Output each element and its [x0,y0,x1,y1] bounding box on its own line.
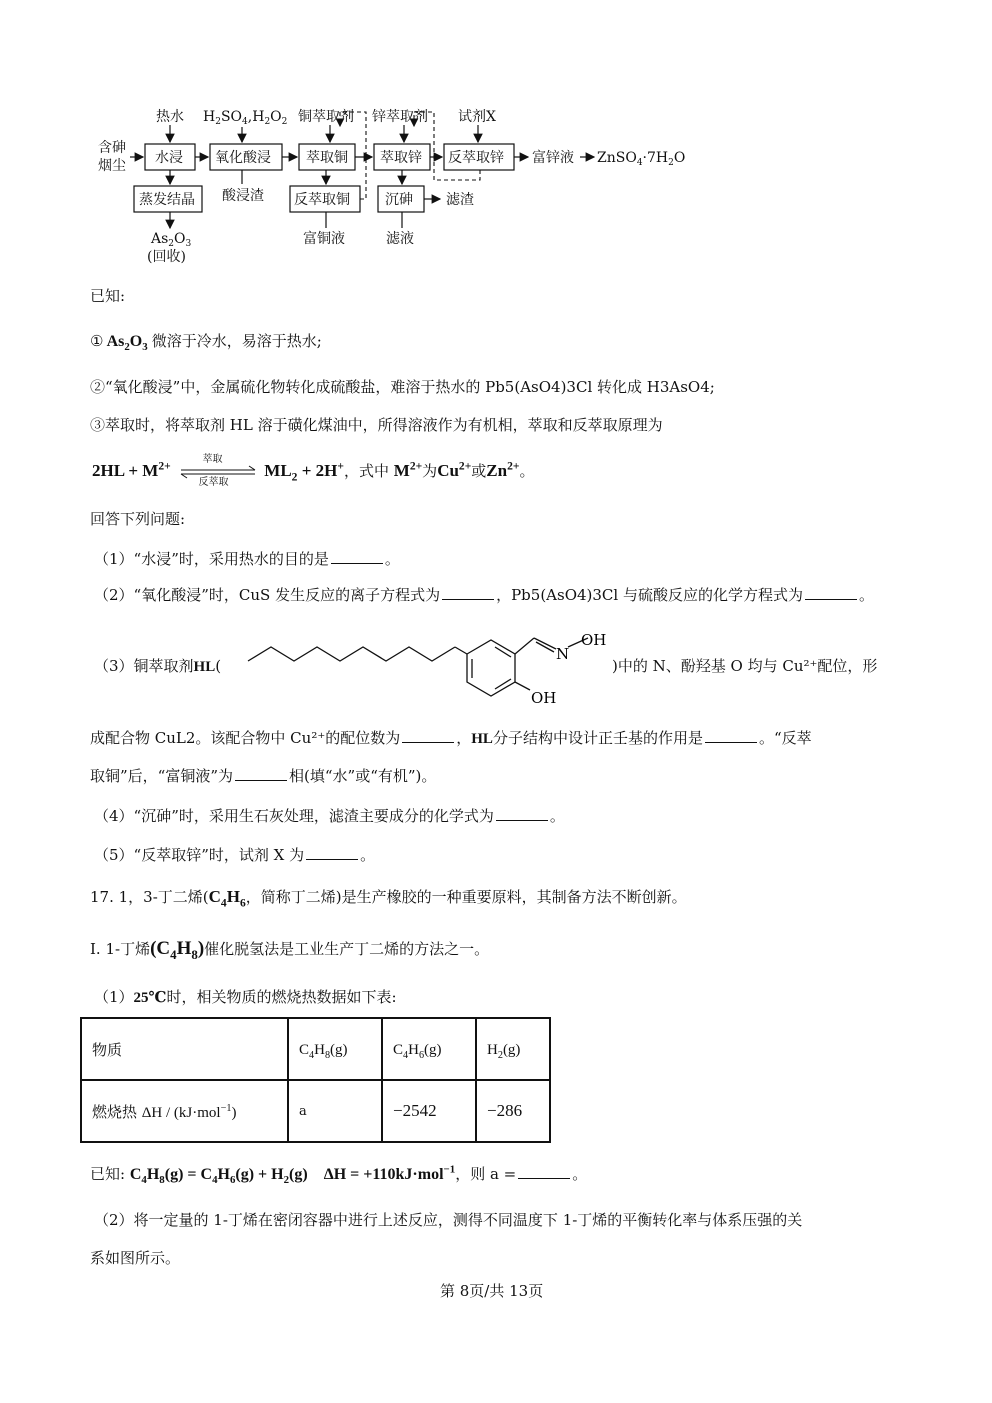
q17-intro: 17. 1，3-丁二烯($C_4H_6$，简称丁二烯)是生产橡胶的一种重要原料，其制备方法不断创新。 [90,887,687,910]
answer-blank[interactable] [705,728,757,743]
table-header: $H_2(g)$ [476,1018,550,1080]
hl-structure-diagram [240,625,620,710]
recover-label: (回收) [147,249,186,265]
page-footer: 第 8页/共 13页 [440,1282,544,1300]
acid-residue-label: 酸浸渣 [222,188,264,204]
combustion-heat-table [80,1017,551,1143]
input-label-1: 含砷 [98,140,126,156]
reagent-zn-extractant: 锌萃取剂 [372,109,428,125]
box-label-evaporate: 蒸发结晶 [139,192,195,208]
question-4: （4）“沉砷”时，采用生石灰处理，滤渣主要成分的化学式为 。 [94,807,565,825]
box-label-back-extract-zn: 反萃取锌 [448,150,504,166]
extraction-equation: $2HL + M^{2+}$ 萃取 反萃取 $ML_2 + 2H^+$，式中 $M^{2+}$为$Cu^{2+}$或$Zn^{2+}$。 [92,454,535,488]
answer-blank[interactable] [306,845,358,860]
note-1: ① $As_2O_3$ 微溶于冷水，易溶于热水; [90,332,322,354]
box-label-back-extract-cu: 反萃取铜 [294,192,350,208]
reagent-hot-water: 热水 [156,109,184,125]
question-3-line1-start: （3）铜萃取剂HL( [94,657,222,675]
box-label-water-leach: 水浸 [155,150,183,166]
reagent-h2so4: $H_2SO_4,H_2O_2$ [203,109,288,127]
known-label: 已知: [90,287,126,305]
question-1: （1）“水浸”时，采用热水的目的是 。 [94,550,400,568]
q17-sub2-line1: （2）将一定量的 1-丁烯在密闭容器中进行上述反应，测得不同温度下 1-丁烯的平衡转化率与体系压强的关 [94,1211,803,1229]
box-label-extract-cu: 萃取铜 [306,150,348,166]
final-product-label: $ZnSO_4\cdot 7H_2O$ [597,150,686,168]
note-2: ②“氧化酸浸”中，金属硫化物转化成硫酸盐，难溶于热水的 Pb5(AsO4)3Cl 转化成 H3AsO4; [90,378,715,396]
question-2: （2）“氧化酸浸”时，CuS 发生反应的离子方程式为 ，Pb5(AsO4)3Cl 与硫酸反应的化学方程式为 。 [94,586,874,604]
table-header: $C_4H_8(g)$ [288,1018,382,1080]
arrow-label-back-extract: 反萃取 [198,477,229,488]
question-3-line1-end: )中的 N、酚羟基 O 均与 Cu²⁺配位，形 [612,657,878,675]
table-row-label: 燃烧热 ΔH / (kJ·mol$^{-1}$) [81,1080,288,1142]
n-label: N [556,645,570,663]
answer-blank[interactable] [402,728,454,743]
answer-blank[interactable] [442,585,494,600]
zinc-rich-label: 富锌液 [532,150,574,166]
table-header: $C_4H_6(g)$ [382,1018,476,1080]
reagent-x: 试剂X [458,109,496,125]
answer-blank[interactable] [331,549,383,564]
box-label-oxid-acid-leach: 氧化酸浸 [215,150,271,166]
copper-rich-label: 富铜液 [303,231,345,247]
input-label-2: 烟尘 [98,158,126,174]
question-3-line3: 取铜”后，“富铜液”为 相(填“水”或“有机”)。 [90,767,437,785]
q17-part1: I. 1-丁烯$(C_4H_8)$催化脱氢法是工业生产丁二烯的方法之一。 [90,938,490,962]
table-cell: −2542 [382,1080,476,1142]
table-header: 物质 [81,1018,288,1080]
answer-blank[interactable] [518,1164,570,1179]
answer-blank[interactable] [496,806,548,821]
box-label-precip-as: 沉砷 [385,192,413,208]
table-cell: a [288,1080,382,1142]
box-label-extract-zn: 萃取锌 [380,150,422,166]
q17-sub2-line2: 系如图所示。 [90,1249,181,1267]
as2o3-label: $As_2O_3$ [151,231,192,249]
q17-sub1: （1）25℃时，相关物质的燃烧热数据如下表: [94,988,397,1006]
answer-prompt: 回答下列问题: [90,510,186,528]
oh-bottom-label: OH [531,689,557,707]
process-flowchart [90,100,730,280]
note-3: ③萃取时，将萃取剂 HL 溶于磺化煤油中，所得溶液作为有机相，萃取和反萃取原理为 [90,416,663,434]
filter-residue-label: 滤渣 [446,192,474,208]
filtrate-label: 滤液 [386,231,414,247]
question-3-line2: 成配合物 CuL2。该配合物中 Cu²⁺的配位数为 ，HL分子结构中设计正壬基的作用是 。“反萃 [90,729,812,747]
answer-blank[interactable] [805,585,857,600]
known-equation: 已知: $C_4H_8(g) = C_4H_6(g) + H_2(g)$ ΔH = +110kJ·mol$^{-1}$，则 a = 。 [90,1163,588,1187]
question-5: （5）“反萃取锌”时，试剂 X 为 。 [94,846,376,864]
oh-top-label: OH [581,631,607,649]
answer-blank[interactable] [235,766,287,781]
table-cell: −286 [476,1080,550,1142]
arrow-label-extract: 萃取 [202,454,223,465]
reagent-cu-extractant: 铜萃取剂 [298,109,354,125]
